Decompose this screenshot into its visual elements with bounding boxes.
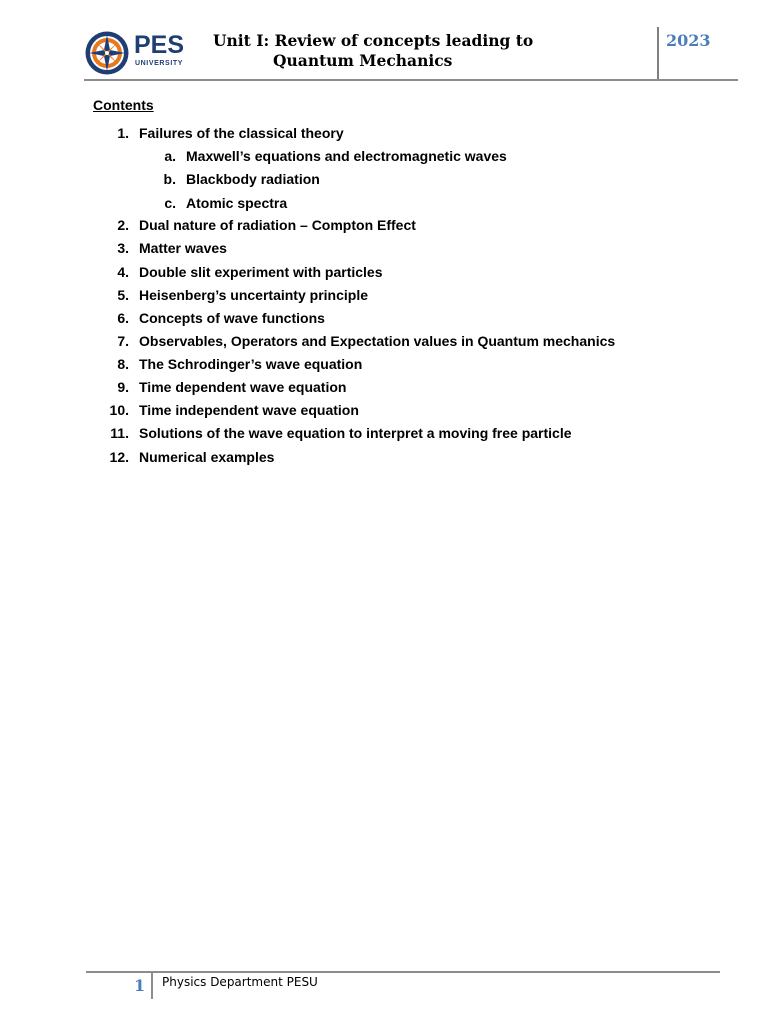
toc-item-text: Atomic spectra xyxy=(186,195,288,211)
toc-item xyxy=(117,310,325,327)
title-line-2: Quantum Mechanics xyxy=(273,51,453,70)
toc-subitem xyxy=(163,171,320,188)
footer-rule xyxy=(86,971,720,973)
contents-heading: Contents xyxy=(93,97,154,113)
toc-item-number: 8. xyxy=(117,356,129,372)
toc-item-number: 2. xyxy=(117,217,129,233)
page-number: 1 xyxy=(134,976,146,995)
footer-divider-vertical xyxy=(151,973,153,999)
toc-item-text: Blackbody radiation xyxy=(186,171,320,187)
toc-item xyxy=(117,356,363,373)
header-year: 2023 xyxy=(666,31,711,50)
title-line-1: Unit I: Review of concepts leading to xyxy=(213,31,534,50)
toc-item-number: 5. xyxy=(117,287,129,303)
pes-university-logo xyxy=(84,28,194,78)
header-divider-vertical xyxy=(657,27,659,80)
toc-item-text: The Schrodinger’s wave equation xyxy=(139,356,363,372)
toc-item xyxy=(117,333,616,350)
toc-item-text: Maxwell’s equations and electromagnetic waves xyxy=(186,148,507,164)
toc-item-number: 10. xyxy=(109,402,129,418)
toc-item-text: Double slit experiment with particles xyxy=(139,264,383,280)
toc-item-number: 1. xyxy=(117,125,129,141)
logo-wordmark: PES xyxy=(134,31,185,59)
document-title xyxy=(213,31,633,71)
header-rule xyxy=(84,79,738,81)
logo-subtext: UNIVERSITY xyxy=(135,60,184,67)
toc-item xyxy=(117,287,368,304)
toc-item xyxy=(117,125,344,142)
toc-item-number: 9. xyxy=(117,379,129,395)
toc-item-text: Dual nature of radiation – Compton Effect xyxy=(139,217,416,233)
toc-item-number: 7. xyxy=(117,333,129,349)
toc-item-number: 12. xyxy=(109,449,129,465)
toc-item xyxy=(117,217,416,234)
toc-item-number: 3. xyxy=(117,240,129,256)
toc-item-number: c. xyxy=(164,195,176,211)
footer-department: Physics Department PESU xyxy=(162,975,318,989)
toc-subitem xyxy=(164,148,507,165)
toc-item xyxy=(109,449,275,466)
toc-item-text: Observables, Operators and Expectation values in Quantum mechanics xyxy=(139,333,616,349)
toc-item-text: Concepts of wave functions xyxy=(139,310,325,326)
toc-item xyxy=(110,425,572,442)
toc-item-text: Time dependent wave equation xyxy=(139,379,347,395)
toc-item-text: Heisenberg’s uncertainty principle xyxy=(139,287,368,303)
toc-item-text: Numerical examples xyxy=(139,449,275,465)
toc-item xyxy=(109,402,359,419)
toc-item-text: Time independent wave equation xyxy=(139,402,359,418)
toc-item xyxy=(117,379,347,396)
toc-item-text: Matter waves xyxy=(139,240,227,256)
toc-item-number: 4. xyxy=(117,264,129,280)
toc-item-number: 6. xyxy=(117,310,129,326)
toc-item-text: Failures of the classical theory xyxy=(139,125,344,141)
toc-item-number: b. xyxy=(163,171,176,187)
toc-item-text: Solutions of the wave equation to interpret a moving free particle xyxy=(139,425,572,441)
toc-item-number: 11. xyxy=(110,425,129,441)
toc-subitem xyxy=(164,195,288,212)
compass-icon xyxy=(84,30,130,76)
toc-item xyxy=(117,240,227,257)
toc-item xyxy=(117,264,383,281)
toc-item-number: a. xyxy=(164,148,176,164)
